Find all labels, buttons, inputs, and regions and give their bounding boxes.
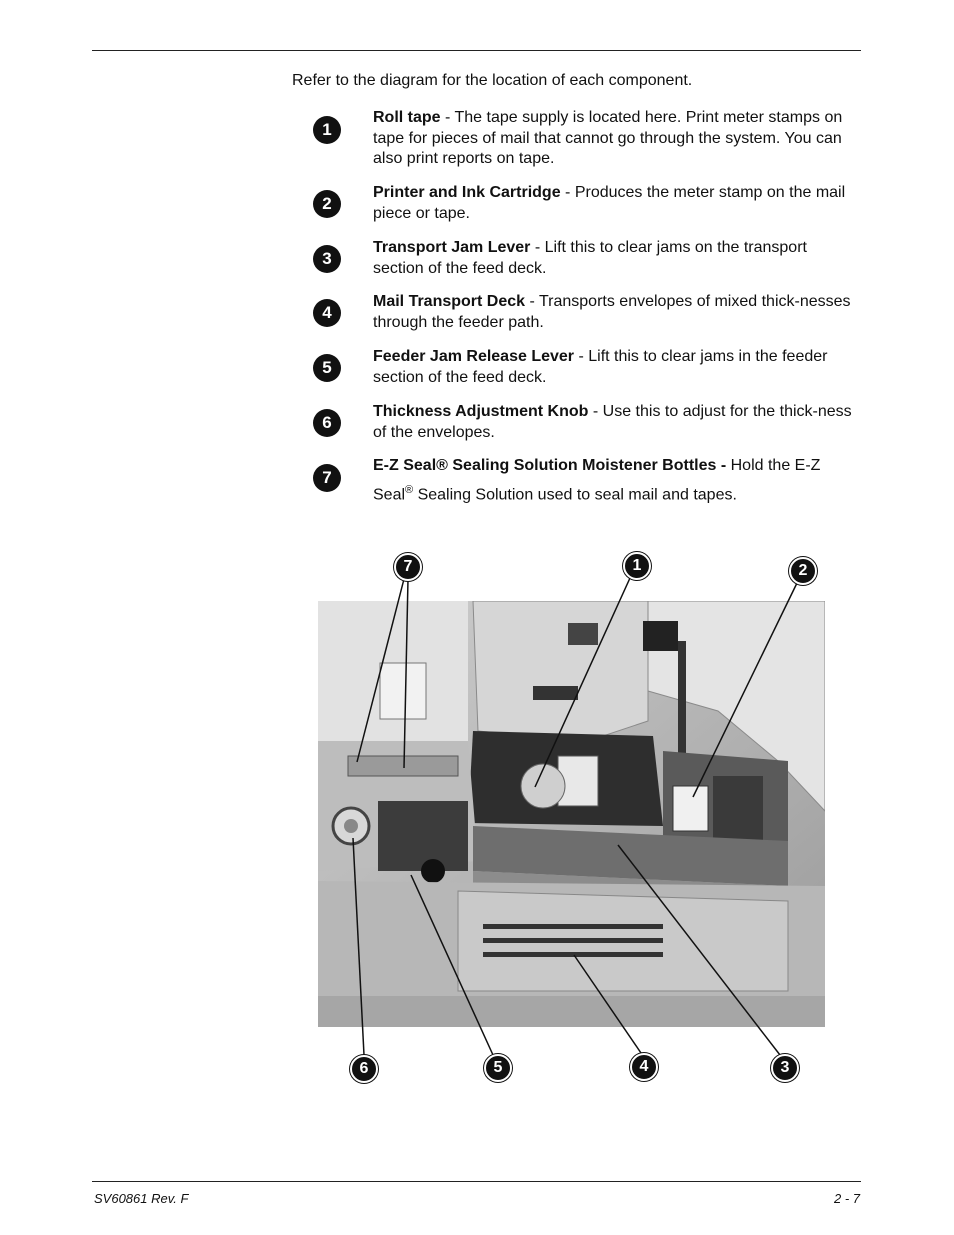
- number-badge-5: 5: [313, 354, 341, 382]
- component-text-1: [373, 108, 853, 170]
- number-badge-1: 1: [313, 116, 341, 144]
- component-desc: - The tape supply is located here. Print meter stamps on tape for pieces of mail that cannot go through the system. You can also print reports on tape.: [373, 109, 843, 167]
- component-text-2: [373, 183, 853, 224]
- component-desc: - Transports envelopes of mixed thick-nesses through the feeder path.: [373, 293, 851, 331]
- number-badge-7: 7: [313, 464, 341, 492]
- number-badge-4: 4: [313, 299, 341, 327]
- component-name: Feeder Jam Release Lever: [373, 348, 575, 365]
- component-desc-cont: Sealing Solution used to seal mail and tapes.: [413, 486, 737, 504]
- component-desc: - Lift this to clear jams in the feeder section of the feed deck.: [373, 348, 828, 386]
- component-name: Transport Jam Lever: [373, 239, 531, 256]
- number-badge-3: 3: [313, 245, 341, 273]
- component-text-6: [373, 402, 853, 443]
- component-desc: - Use this to adjust for the thick-ness of the envelopes.: [373, 403, 852, 441]
- callout-6: 6: [350, 1055, 378, 1083]
- number-badge-2: 2: [313, 190, 341, 218]
- callout-7: 7: [394, 553, 422, 581]
- callout-2: 2: [789, 557, 817, 585]
- callout-1: 1: [623, 552, 651, 580]
- component-text-7: [373, 454, 853, 507]
- callout-3: 3: [771, 1054, 799, 1082]
- component-name: E-Z Seal® Sealing Solution Moistener Bottles -: [373, 457, 727, 474]
- registered-mark: ®: [405, 484, 414, 496]
- intro-text: Refer to the diagram for the location of each component.: [292, 72, 693, 89]
- component-name: Mail Transport Deck: [373, 293, 526, 310]
- footer-rule: [92, 1181, 861, 1182]
- component-name: Printer and Ink Cartridge: [373, 184, 561, 201]
- page-number: 2 - 7: [833, 1191, 860, 1206]
- callout-4: 4: [630, 1053, 658, 1081]
- component-name: Roll tape: [373, 109, 441, 126]
- number-badge-6: 6: [313, 409, 341, 437]
- document-id: SV60861 Rev. F: [94, 1191, 189, 1206]
- header-rule: [92, 50, 861, 51]
- component-text-4: [373, 292, 853, 333]
- component-desc: - Lift this to clear jams on the transport section of the feed deck.: [373, 239, 807, 277]
- mailing-system-photo: [318, 601, 825, 1027]
- component-text-3: [373, 238, 853, 279]
- component-name: Thickness Adjustment Knob: [373, 403, 589, 420]
- component-desc: Hold the E-Z Seal: [373, 457, 821, 504]
- component-desc: - Produces the meter stamp on the mail piece or tape.: [373, 184, 846, 222]
- component-text-5: [373, 347, 853, 388]
- callout-5: 5: [484, 1054, 512, 1082]
